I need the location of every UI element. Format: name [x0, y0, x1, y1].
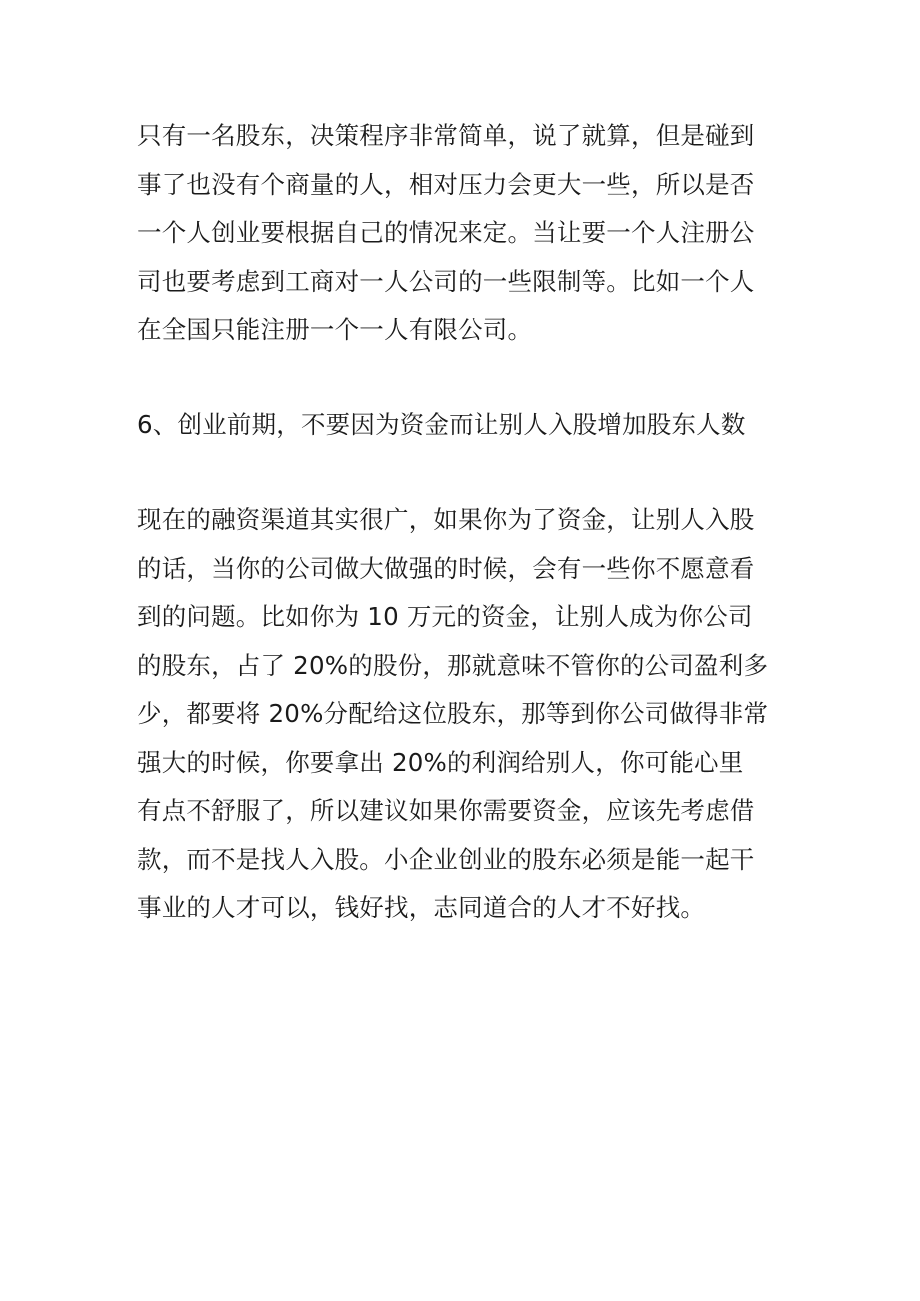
paragraph-line: 现在的融资渠道其实很广，如果你为了资金，让别人入股 — [137, 505, 755, 534]
paragraph-line: 到的问题。比如你为 10 万元的资金，让别人成为你公司 — [137, 602, 753, 631]
paragraph-line: 的话，当你的公司做大做强的时候，会有一些你不愿意看 — [137, 553, 755, 583]
paragraph-line: 事业的人才可以，钱好找，志同道合的人才不好找。 — [137, 893, 706, 922]
paragraph-line: 少，都要将 20%分配给这位股东，那等到你公司做得非常 — [137, 699, 769, 728]
paragraph-line: 的股东，占了 20%的股份，那就意味不管你的公司盈利多 — [137, 650, 769, 680]
paragraph-financing — [137, 496, 797, 933]
paragraph-line: 事了也没有个商量的人，相对压力会更大一些，所以是否 — [137, 169, 755, 199]
paragraph-line: 司也要考虑到工商对一人公司的一些限制等。比如一个人 — [137, 266, 755, 296]
paragraph-line: 有点不舒服了，所以建议如果你需要资金，应该先考虑借 — [137, 796, 755, 825]
paragraph-line: 款，而不是找人入股。小企业创业的股东必须是能一起干 — [137, 844, 755, 874]
paragraph-line: 只有一名股东，决策程序非常简单，说了就算，但是碰到 — [137, 121, 755, 150]
paragraph-line: 一个人创业要根据自己的情况来定。当让要一个人注册公 — [137, 218, 755, 247]
section-heading-text: 6、创业前期，不要因为资金而让别人入股增加股东人数 — [137, 410, 746, 439]
paragraph-line: 强大的时候，你要拿出 20%的利润给别人，你可能心里 — [137, 747, 744, 777]
paragraph-line: 在全国只能注册一个一人有限公司。 — [137, 315, 533, 344]
section-heading-6 — [137, 401, 797, 450]
paragraph-sole-shareholder — [137, 112, 797, 355]
